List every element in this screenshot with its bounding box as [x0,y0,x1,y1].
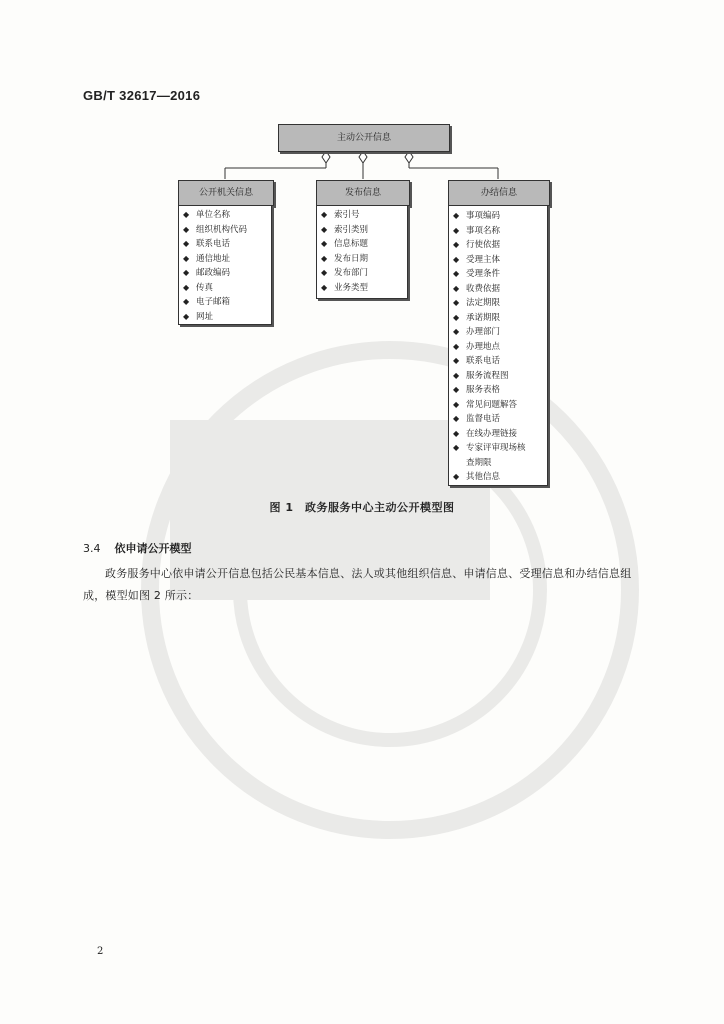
diamond-bullet-icon: ◆ [453,428,460,438]
class-title: 发布信息 [344,188,381,198]
diamond-bullet-icon: ◆ [453,312,460,322]
root-class-box [278,124,450,152]
list-item: ◆ 受理主体 [449,253,547,268]
list-item: ◆ 常见问题解答 [449,398,547,413]
diamond-bullet-icon: ◆ [453,341,460,351]
list-item: ◆ 承诺期限 [449,311,547,326]
diamond-bullet-icon: ◆ [453,414,460,423]
list-item: ◆ 服务流程图 [449,369,547,384]
list-item: ◆ 法定期限 [449,296,547,311]
list-item: ◆ 单位名称 [179,208,271,223]
list-item: ◆ 通信地址 [179,252,271,267]
list-item: ◆ 在线办理链接 [449,427,547,442]
list-item: ◆ 业务类型 [317,281,407,296]
diamond-bullet-icon: ◆ [321,268,328,277]
root-class-title: 主动公开信息 [336,133,391,143]
diamond-bullet-icon: ◆ [321,282,328,292]
diamond-bullet-icon: ◆ [453,327,460,336]
diamond-bullet-icon: ◆ [321,210,328,219]
list-item: ◆ 发布日期 [317,252,407,267]
class-title: 办结信息 [480,188,517,198]
list-item: ◆ 组织机构代码 [179,223,271,238]
list-item: ◆ 事项编码 [449,209,547,224]
page-number: 2 [97,946,104,957]
diamond-bullet-icon: ◆ [453,225,460,235]
diamond-bullet-icon: ◆ [321,239,328,248]
diamond-bullet-icon: ◆ [183,297,190,306]
class-box-title [448,180,550,206]
diamond-bullet-icon: ◆ [453,211,460,220]
diamond-bullet-icon: ◆ [183,311,190,321]
diamond-bullet-icon: ◆ [183,268,190,277]
list-item-continuation: 查期限 [466,457,492,468]
diamond-bullet-icon: ◆ [453,269,460,278]
diamond-bullet-icon: ◆ [453,370,460,380]
diamond-bullet-icon: ◆ [183,210,190,219]
diamond-bullet-icon: ◆ [321,224,328,234]
diamond-bullet-icon: ◆ [453,254,460,264]
list-item: ◆ 电子邮箱 [179,295,271,310]
diamond-bullet-icon: ◆ [183,224,190,234]
list-item: ◆ 收费依据 [449,282,547,297]
class-box-title [178,180,274,206]
list-item: ◆ 索引类别 [317,223,407,238]
section-heading [83,540,192,556]
aggregation-diamond-icon [322,151,413,163]
diamond-bullet-icon: ◆ [453,240,460,249]
diamond-bullet-icon: ◆ [453,356,460,365]
diamond-bullet-icon: ◆ [183,282,190,292]
diamond-bullet-icon: ◆ [453,399,460,409]
list-item: ◆ 信息标题 [317,237,407,252]
list-item: ◆ 其他信息 [449,470,547,485]
diamond-bullet-icon: ◆ [183,239,190,248]
figure-caption: 图 1 政务服务中心主动公开模型图 [269,501,455,514]
class-box-title [316,180,410,206]
class-box-body [316,205,408,299]
list-item: ◆ 联系电话 [449,354,547,369]
class-box-body [178,205,272,325]
list-item: ◆ 邮政编码 [179,266,271,281]
list-item: ◆ 服务表格 [449,383,547,398]
list-item: ◆ 专家评审现场核 [449,441,547,456]
body-paragraph: 政务服务中心依申请公开信息包括公民基本信息、法人或其他组织信息、申请信息、受理信息和办结信息组成，模型如图 2 所示： [83,567,632,602]
list-item: ◆ 发布部门 [317,266,407,281]
list-item: ◆ 传真 [179,281,271,296]
list-item: ◆ 行使依据 [449,238,547,253]
diamond-bullet-icon: ◆ [183,253,190,263]
model-diagram [0,0,724,500]
diamond-bullet-icon: ◆ [453,472,460,481]
diamond-bullet-icon: ◆ [321,253,328,263]
list-item: ◆ 办理地点 [449,340,547,355]
diamond-bullet-icon: ◆ [453,443,460,452]
list-item: ◆ 网址 [179,310,271,325]
section-number: 3.4 [83,542,101,555]
class-title: 公开机关信息 [198,188,253,198]
diamond-bullet-icon: ◆ [453,298,460,307]
diamond-bullet-icon: ◆ [453,283,460,293]
list-item: ◆ 监督电话 [449,412,547,427]
diamond-bullet-icon: ◆ [453,385,460,394]
section-title: 依申请公开模型 [114,542,192,555]
list-item: ◆ 联系电话 [179,237,271,252]
list-item: ◆ 办理部门 [449,325,547,340]
list-item: ◆ 受理条件 [449,267,547,282]
list-item: ◆ 索引号 [317,208,407,223]
list-item: ◆ 事项名称 [449,224,547,239]
standard-code: GB/T 32617—2016 [83,88,201,103]
class-box-body [448,205,548,486]
